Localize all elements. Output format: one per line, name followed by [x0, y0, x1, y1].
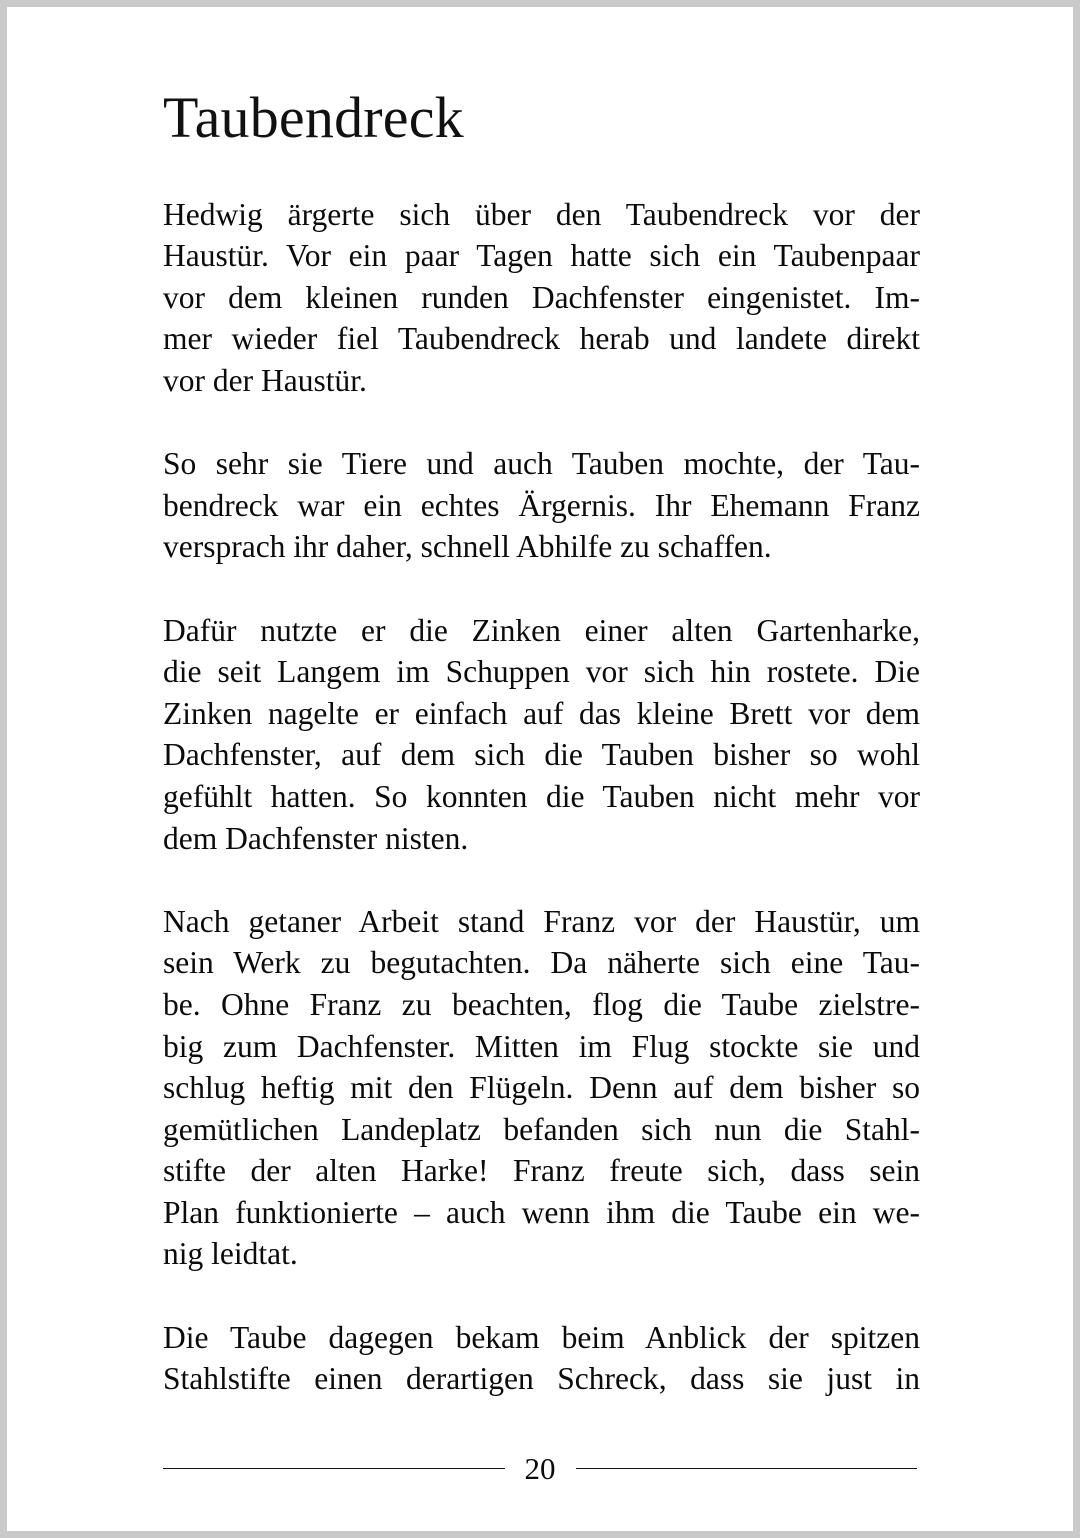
text-line: Haustür. Vor ein paar Tagen hatte sich ein Taubenpaar	[163, 238, 920, 274]
text-line: be. Ohne Franz zu beachten, flog die Taube zielstre-	[163, 986, 920, 1022]
text-line: gemütlichen Landeplatz befanden sich nun die Stahl-	[163, 1111, 920, 1147]
footer-rule-right	[576, 1468, 918, 1469]
text-line: stifte der alten Harke! Franz freute sich, dass sein	[163, 1153, 920, 1189]
paragraph-5	[163, 1317, 920, 1400]
text-line: Plan funktionierte – auch wenn ihm die Taube ein we-	[163, 1194, 920, 1230]
text-line: mer wieder fiel Taubendreck herab und landete direkt	[163, 321, 920, 357]
text-line: big zum Dachfenster. Mitten im Flug stockte sie und	[163, 1028, 920, 1064]
page-sheet	[7, 7, 1073, 1531]
text-line: nig leidtat.	[163, 1236, 298, 1272]
text-line: vor dem kleinen runden Dachfenster eingenistet. Im-	[163, 279, 920, 315]
text-line: Nach getaner Arbeit stand Franz vor der Haustür, um	[163, 903, 920, 939]
text-column	[163, 87, 920, 1400]
text-line: vor der Haustür.	[163, 363, 367, 398]
body-text	[163, 194, 920, 1400]
text-line: Stahlstifte einen derartigen Schreck, dass sie just in	[163, 1361, 920, 1397]
paragraph-3	[163, 610, 920, 860]
footer-rule-left	[163, 1468, 505, 1469]
text-line: Dachfenster, auf dem sich die Tauben bisher so wohl	[163, 737, 920, 773]
text-line: Hedwig ärgerte sich über den Taubendreck vor der	[163, 196, 920, 232]
text-line: dem Dachfenster nisten.	[163, 820, 469, 856]
text-line: schlug heftig mit den Flügeln. Denn auf dem bisher so	[163, 1070, 920, 1106]
page-title: Taubendreck	[163, 85, 464, 150]
text-line: sein Werk zu begutachten. Da näherte sich eine Tau-	[163, 945, 920, 981]
text-line: Zinken nagelte er einfach auf das kleine Brett vor dem	[163, 695, 920, 731]
text-line: versprach ihr daher, schnell Abhilfe zu schaffen.	[163, 529, 772, 565]
text-line: gefühlt hatten. So konnten die Tauben nicht mehr vor	[163, 778, 920, 814]
text-line: So sehr sie Tiere und auch Tauben mochte, der Tau-	[163, 446, 920, 482]
text-line: die seit Langem im Schuppen vor sich hin rostete. Die	[163, 654, 920, 690]
page-number: 20	[524, 1451, 556, 1486]
text-line: bendreck war ein echtes Ärgernis. Ihr Ehemann Franz	[163, 487, 920, 523]
paragraph-1	[163, 194, 920, 402]
text-line: Dafür nutzte er die Zinken einer alten Gartenharke,	[163, 612, 920, 648]
paragraph-4	[163, 901, 920, 1275]
paragraph-2	[163, 443, 920, 568]
page-footer	[163, 1453, 917, 1484]
text-line: Die Taube dagegen bekam beim Anblick der spitzen	[163, 1319, 920, 1355]
